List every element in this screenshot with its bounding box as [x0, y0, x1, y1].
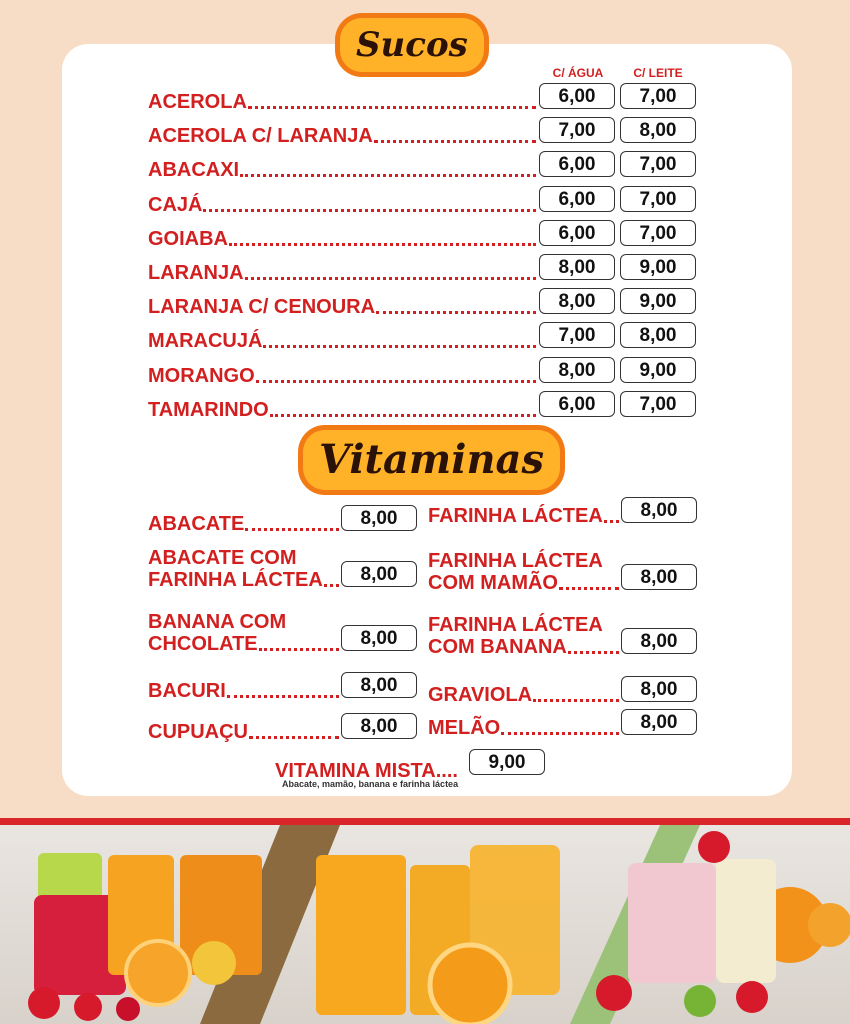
vitamina-price: 8,00: [341, 713, 417, 739]
leader-dots: [501, 732, 619, 735]
leader-dots: [248, 106, 536, 109]
price-leite: 8,00: [620, 322, 696, 348]
vitamina-mista-label: VITAMINA MISTA....: [275, 760, 458, 782]
leader-dots: [559, 587, 619, 590]
leader-dots: [568, 651, 619, 654]
col-header-agua: C/ ÁGUA: [552, 66, 604, 80]
price-agua: 7,00: [539, 322, 615, 348]
leader-dots: [227, 695, 339, 698]
leader-dots: [259, 648, 339, 651]
price-leite: 9,00: [620, 254, 696, 280]
suco-name: ABACAXI: [148, 159, 240, 181]
vitamina-name: GRAVIOLA: [428, 684, 533, 706]
sucos-title: Sucos: [340, 18, 484, 72]
vitamina-name: COM BANANA: [428, 636, 567, 658]
vitamina-mista-price: 9,00: [469, 749, 545, 775]
price-leite: 7,00: [620, 83, 696, 109]
juice-photo-strip: [0, 825, 850, 1024]
suco-name: GOIABA: [148, 228, 228, 250]
leader-dots: [249, 736, 339, 739]
smoothie-glass-icon: [628, 859, 776, 983]
leader-dots: [245, 277, 536, 280]
vitaminas-title: Vitaminas: [303, 430, 560, 490]
vitamina-name-line1: BANANA COM: [148, 611, 287, 633]
suco-name: CAJÁ: [148, 194, 203, 216]
price-agua: 6,00: [539, 391, 615, 417]
price-leite: 7,00: [620, 186, 696, 212]
price-leite: 7,00: [620, 220, 696, 246]
leader-dots: [376, 311, 536, 314]
vitamina-name: FARINHA LÁCTEA: [428, 505, 603, 527]
vitamina-price: 8,00: [621, 497, 697, 523]
suco-name: MARACUJÁ: [148, 330, 263, 352]
leader-dots: [374, 140, 536, 143]
vitamina-price: 8,00: [621, 564, 697, 590]
price-agua: 8,00: [539, 288, 615, 314]
price-agua: 8,00: [539, 357, 615, 383]
leader-dots: [203, 209, 536, 212]
price-agua: 8,00: [539, 254, 615, 280]
price-agua: 6,00: [539, 151, 615, 177]
price-agua: 6,00: [539, 220, 615, 246]
col-header-leite: C/ LEITE: [633, 66, 683, 80]
vitamina-name: FARINHA LÁCTEA: [148, 569, 323, 591]
price-agua: 7,00: [539, 117, 615, 143]
vitamina-price: 8,00: [621, 709, 697, 735]
price-agua: 6,00: [539, 83, 615, 109]
vitamina-name: CHCOLATE: [148, 633, 258, 655]
vitamina-mista-note: Abacate, mamão, banana e farinha láctea: [282, 779, 459, 789]
price-leite: 9,00: [620, 288, 696, 314]
divider-line: [0, 818, 850, 825]
leader-dots: [263, 345, 536, 348]
price-agua: 6,00: [539, 186, 615, 212]
price-leite: 7,00: [620, 391, 696, 417]
leader-dots: [240, 174, 536, 177]
leader-dots: [324, 584, 339, 587]
vitamina-price: 8,00: [621, 628, 697, 654]
vitamina-name: COM MAMÃO: [428, 572, 558, 594]
leader-dots: [533, 699, 619, 702]
vitamina-price: 8,00: [341, 561, 417, 587]
price-leite: 8,00: [620, 117, 696, 143]
suco-name: LARANJA C/ CENOURA: [148, 296, 376, 318]
suco-name: LARANJA: [148, 262, 244, 284]
vitamina-name: CUPUAÇU: [148, 721, 248, 743]
vitamina-price: 8,00: [621, 676, 697, 702]
suco-name: MORANGO: [148, 365, 255, 387]
vitamina-name: MELÃO: [428, 717, 501, 739]
leader-dots: [256, 380, 536, 383]
vitamina-price: 8,00: [341, 672, 417, 698]
leader-dots: [245, 528, 339, 531]
price-leite: 9,00: [620, 357, 696, 383]
vitamina-name: BACURI: [148, 680, 226, 702]
leader-dots: [270, 414, 536, 417]
vitamina-price: 8,00: [341, 625, 417, 651]
vitamina-name-line1: FARINHA LÁCTEA: [428, 614, 603, 636]
suco-name: ACEROLA C/ LARANJA: [148, 125, 373, 147]
price-leite: 7,00: [620, 151, 696, 177]
suco-name: TAMARINDO: [148, 399, 269, 421]
vitamina-name-line1: ABACATE COM: [148, 547, 297, 569]
vitamina-price: 8,00: [341, 505, 417, 531]
leader-dots: [604, 520, 619, 523]
leader-dots: [229, 243, 536, 246]
suco-name: ACEROLA: [148, 91, 247, 113]
vitamina-name-line1: FARINHA LÁCTEA: [428, 550, 603, 572]
vitamina-name: ABACATE: [148, 513, 245, 535]
juice-photo-illustration: [0, 825, 850, 1024]
